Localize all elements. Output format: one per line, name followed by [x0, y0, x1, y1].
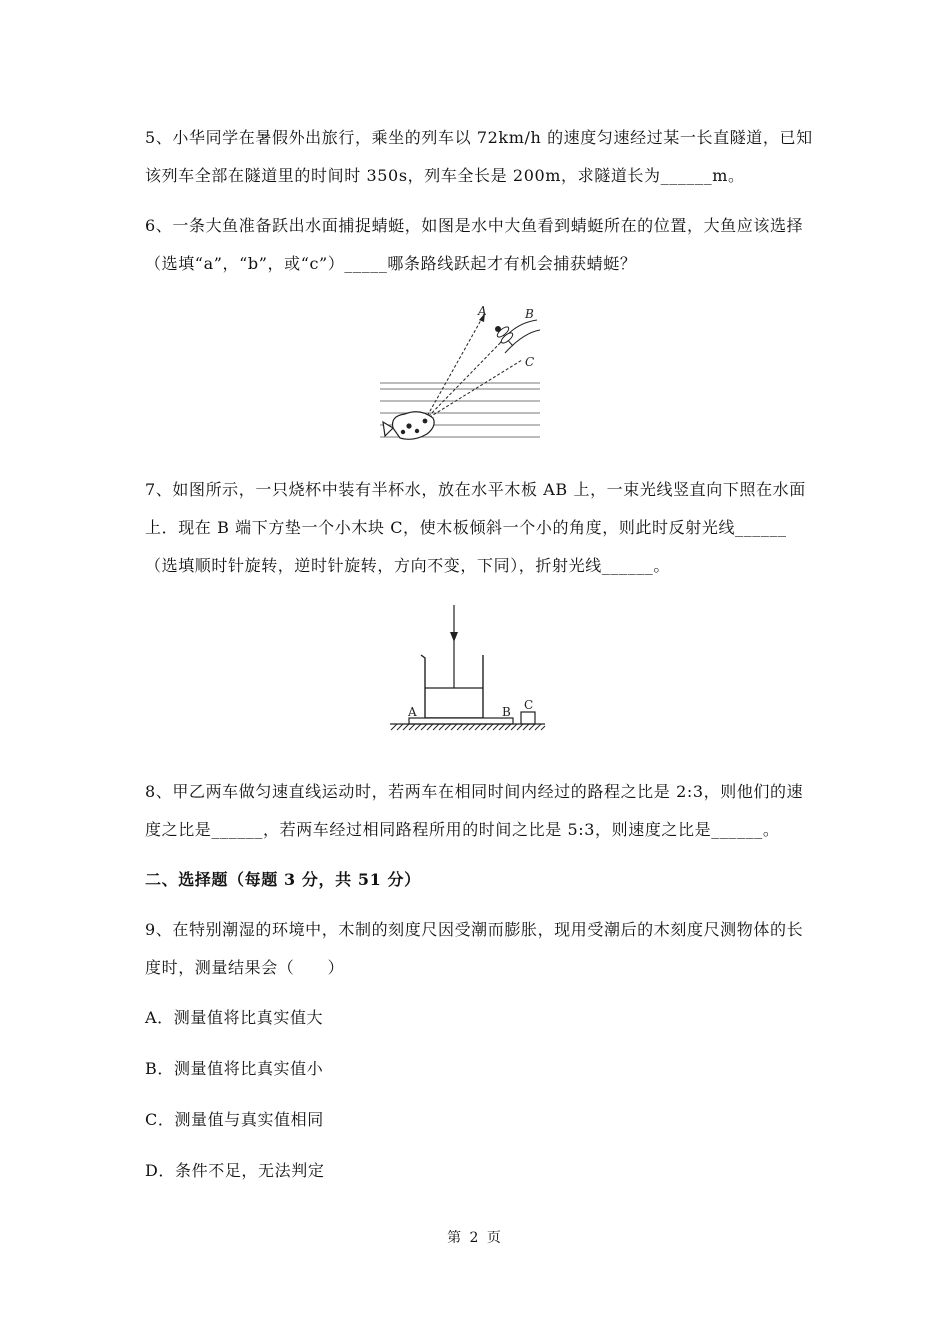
fig6-label-c: C: [525, 355, 535, 369]
wooden-board-ab: [409, 718, 513, 724]
q6-line-2: （选填“a”，“b”，或“c”）_____哪条路线跃起才有机会捕获蜻蜓？: [145, 254, 637, 273]
q9-option-d: D．条件不足，无法判定: [145, 1161, 325, 1180]
q7-line-2: 上．现在 B 端下方垫一个小木块 C，使木板倾斜一个小的角度，则此时反射光线______: [145, 518, 787, 537]
fish-dragonfly-figure: [375, 298, 550, 448]
q9-line-1: 9、在特别潮湿的环境中，木制的刻度尺因受潮而膨胀，现用受潮后的木刻度尺测物体的长: [145, 920, 804, 939]
fig6-label-b: B: [525, 307, 534, 321]
q9-line-2: 度时，测量结果会（ ）: [145, 958, 345, 977]
fig7-label-c: C: [524, 698, 534, 712]
section-2-heading: 二、选择题（每题 3 分，共 51 分）: [145, 870, 421, 889]
ray-arrowhead: [450, 632, 458, 642]
q7-line-3: （选填顺时针旋转，逆时针旋转，方向不变，下同），折射光线______。: [145, 556, 671, 575]
q5-line-2: 该列车全部在隧道里的时间时 350s，列车全长是 200m，求隧道长为______m。: [145, 166, 745, 185]
fig6-label-a: A: [478, 304, 487, 318]
path-b: [425, 338, 505, 420]
q6-line-1: 6、一条大鱼准备跃出水面捕捉蜻蜓，如图是水中大鱼看到蜻蜓所在的位置，大鱼应该选择: [145, 216, 804, 235]
q8-line-1: 8、甲乙两车做匀速直线运动时，若两车在相同时间内经过的路程之比是 2:3，则他们的速: [145, 782, 804, 801]
q9-option-b: B．测量值将比真实值小: [145, 1059, 324, 1078]
q9-option-a: A．测量值将比真实值大: [145, 1008, 324, 1027]
path-c: [425, 360, 522, 420]
q8-line-2: 度之比是______，若两车经过相同路程所用的时间之比是 5:3，则速度之比是______。: [145, 820, 780, 839]
q5-line-1: 5、小华同学在暑假外出旅行，乘坐的列车以 72km/h 的速度匀速经过某一长直隧道，已知: [145, 128, 813, 147]
beaker: [421, 655, 483, 718]
path-a: [425, 313, 485, 420]
q9-option-c: C．测量值与真实值相同: [145, 1110, 324, 1129]
q7-line-1: 7、如图所示，一只烧杯中装有半杯水，放在水平木板 AB 上，一束光线竖直向下照在水面: [145, 480, 806, 499]
dragonfly-icon: [496, 325, 515, 346]
page-number: 第 2 页: [447, 1230, 503, 1246]
fig7-label-a: A: [408, 705, 417, 719]
fish-icon: [383, 412, 434, 440]
beaker-board-figure: [385, 600, 550, 735]
wooden-block-c: [521, 712, 535, 724]
fig7-label-b: B: [502, 705, 511, 719]
ground-hatching: [391, 724, 545, 730]
